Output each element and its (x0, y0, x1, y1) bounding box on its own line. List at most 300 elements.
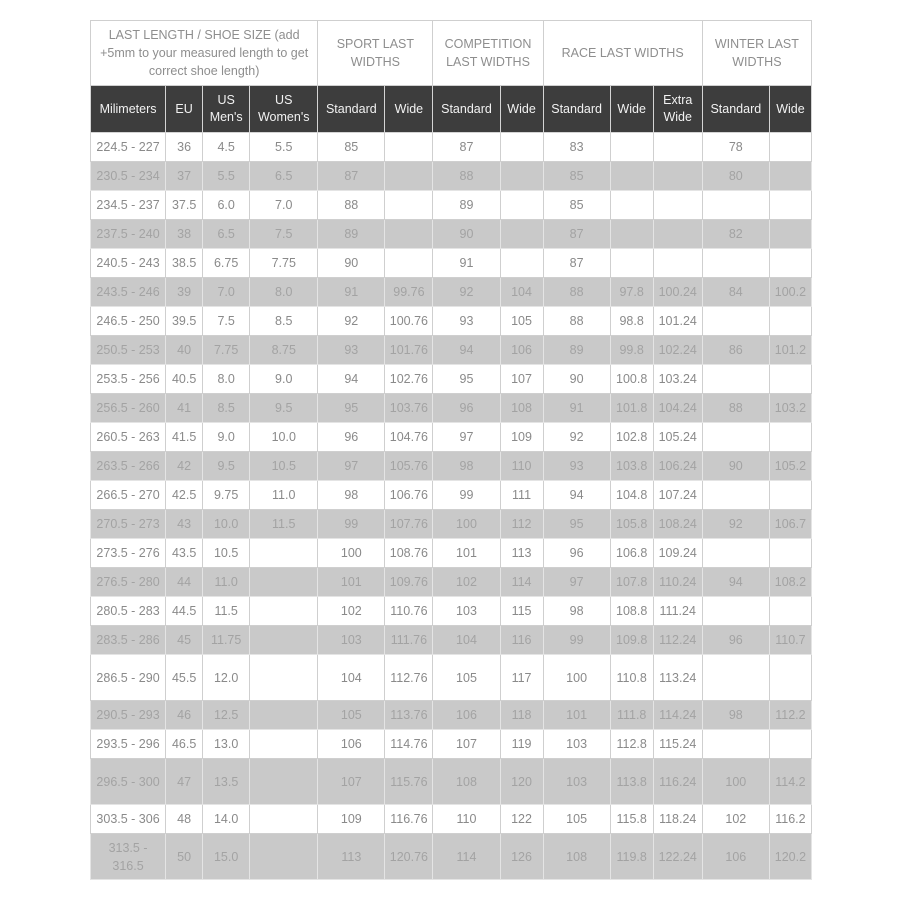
cell-sport-standard: 95 (318, 394, 385, 423)
cell-us-mens: 9.75 (203, 481, 250, 510)
cell-us-womens: 5.5 (250, 133, 318, 162)
cell-sport-wide: 102.76 (385, 365, 433, 394)
cell-competition-wide: 104 (500, 278, 543, 307)
cell-us-womens: 7.0 (250, 191, 318, 220)
cell-winter-wide (769, 133, 811, 162)
cell-winter-standard: 92 (702, 510, 769, 539)
cell-sport-wide: 99.76 (385, 278, 433, 307)
cell-race-extra-wide: 112.24 (653, 626, 702, 655)
cell-us-mens: 8.5 (203, 394, 250, 423)
cell-sport-wide: 110.76 (385, 597, 433, 626)
cell-us-mens: 6.75 (203, 249, 250, 278)
cell-competition-standard: 105 (433, 655, 500, 701)
cell-race-standard: 89 (543, 336, 610, 365)
cell-us-womens: 7.75 (250, 249, 318, 278)
cell-sport-standard: 102 (318, 597, 385, 626)
cell-race-extra-wide: 122.24 (653, 834, 702, 880)
cell-winter-standard (702, 249, 769, 278)
cell-race-wide: 108.8 (610, 597, 653, 626)
cell-race-standard: 95 (543, 510, 610, 539)
cell-eu: 38 (166, 220, 203, 249)
cell-winter-standard (702, 191, 769, 220)
cell-sport-wide: 114.76 (385, 730, 433, 759)
cell-winter-wide (769, 423, 811, 452)
race-wide-header: Wide (610, 86, 653, 133)
cell-us-womens: 8.5 (250, 307, 318, 336)
cell-us-womens (250, 626, 318, 655)
cell-competition-standard: 91 (433, 249, 500, 278)
cell-sport-standard: 97 (318, 452, 385, 481)
cell-competition-standard: 100 (433, 510, 500, 539)
cell-us-womens: 11.5 (250, 510, 318, 539)
sport-standard-header: Standard (318, 86, 385, 133)
cell-winter-standard: 106 (702, 834, 769, 880)
cell-race-wide: 107.8 (610, 568, 653, 597)
cell-competition-wide: 119 (500, 730, 543, 759)
cell-competition-wide: 116 (500, 626, 543, 655)
cell-competition-standard: 92 (433, 278, 500, 307)
cell-sport-wide: 105.76 (385, 452, 433, 481)
cell-sport-standard: 93 (318, 336, 385, 365)
cell-competition-wide: 111 (500, 481, 543, 510)
winter-standard-header: Standard (702, 86, 769, 133)
milimeters-header: Milimeters (91, 86, 166, 133)
cell-us-mens: 12.5 (203, 701, 250, 730)
table-row (91, 162, 812, 191)
cell-winter-standard: 98 (702, 701, 769, 730)
cell-winter-wide (769, 191, 811, 220)
cell-race-extra-wide: 111.24 (653, 597, 702, 626)
cell-sport-wide: 106.76 (385, 481, 433, 510)
cell-us-womens (250, 759, 318, 805)
cell-race-extra-wide (653, 162, 702, 191)
cell-winter-wide (769, 307, 811, 336)
cell-race-standard: 92 (543, 423, 610, 452)
cell-us-womens: 11.0 (250, 481, 318, 510)
cell-eu: 45.5 (166, 655, 203, 701)
cell-sport-wide: 120.76 (385, 834, 433, 880)
cell-race-extra-wide: 108.24 (653, 510, 702, 539)
cell-race-wide (610, 191, 653, 220)
cell-us-mens: 7.5 (203, 307, 250, 336)
cell-winter-standard (702, 365, 769, 394)
cell-winter-wide: 114.2 (769, 759, 811, 805)
cell-competition-wide: 114 (500, 568, 543, 597)
cell-us-womens (250, 805, 318, 834)
cell-milimeters: 246.5 - 250 (91, 307, 166, 336)
cell-race-standard: 87 (543, 220, 610, 249)
cell-eu: 44 (166, 568, 203, 597)
cell-milimeters: 234.5 - 237 (91, 191, 166, 220)
cell-eu: 42.5 (166, 481, 203, 510)
cell-race-extra-wide: 116.24 (653, 759, 702, 805)
cell-winter-standard: 78 (702, 133, 769, 162)
cell-competition-standard: 87 (433, 133, 500, 162)
cell-winter-wide (769, 162, 811, 191)
cell-us-mens: 15.0 (203, 834, 250, 880)
cell-sport-standard: 98 (318, 481, 385, 510)
cell-eu: 43 (166, 510, 203, 539)
table-row (91, 365, 812, 394)
cell-race-extra-wide: 106.24 (653, 452, 702, 481)
cell-race-standard: 90 (543, 365, 610, 394)
cell-race-wide: 98.8 (610, 307, 653, 336)
cell-competition-standard: 104 (433, 626, 500, 655)
cell-milimeters: 250.5 - 253 (91, 336, 166, 365)
cell-sport-wide: 113.76 (385, 701, 433, 730)
cell-competition-standard: 110 (433, 805, 500, 834)
cell-sport-standard: 104 (318, 655, 385, 701)
cell-us-womens: 8.75 (250, 336, 318, 365)
cell-sport-standard: 88 (318, 191, 385, 220)
cell-competition-standard: 108 (433, 759, 500, 805)
cell-competition-wide: 115 (500, 597, 543, 626)
cell-race-wide: 101.8 (610, 394, 653, 423)
cell-race-wide: 119.8 (610, 834, 653, 880)
cell-us-mens: 6.0 (203, 191, 250, 220)
cell-race-wide: 105.8 (610, 510, 653, 539)
cell-competition-wide (500, 249, 543, 278)
cell-milimeters: 286.5 - 290 (91, 655, 166, 701)
cell-us-mens: 5.5 (203, 162, 250, 191)
cell-race-wide (610, 133, 653, 162)
cell-us-mens: 9.5 (203, 452, 250, 481)
cell-sport-standard: 85 (318, 133, 385, 162)
cell-us-mens: 9.0 (203, 423, 250, 452)
cell-race-wide: 109.8 (610, 626, 653, 655)
cell-us-mens: 10.5 (203, 539, 250, 568)
cell-competition-standard: 101 (433, 539, 500, 568)
cell-us-womens (250, 834, 318, 880)
cell-competition-wide: 126 (500, 834, 543, 880)
cell-competition-standard: 89 (433, 191, 500, 220)
cell-sport-standard: 100 (318, 539, 385, 568)
cell-milimeters: 273.5 - 276 (91, 539, 166, 568)
cell-sport-wide: 108.76 (385, 539, 433, 568)
cell-milimeters: 263.5 - 266 (91, 452, 166, 481)
cell-milimeters: 260.5 - 263 (91, 423, 166, 452)
table-row (91, 307, 812, 336)
cell-competition-standard: 95 (433, 365, 500, 394)
cell-sport-standard: 92 (318, 307, 385, 336)
cell-race-extra-wide: 100.24 (653, 278, 702, 307)
cell-sport-standard: 91 (318, 278, 385, 307)
cell-winter-standard: 84 (702, 278, 769, 307)
cell-race-wide: 111.8 (610, 701, 653, 730)
cell-winter-wide (769, 655, 811, 701)
cell-us-mens: 12.0 (203, 655, 250, 701)
cell-race-standard: 94 (543, 481, 610, 510)
cell-winter-wide: 120.2 (769, 834, 811, 880)
cell-winter-standard (702, 655, 769, 701)
cell-race-extra-wide: 105.24 (653, 423, 702, 452)
cell-winter-standard (702, 730, 769, 759)
cell-sport-wide (385, 162, 433, 191)
cell-sport-standard: 109 (318, 805, 385, 834)
cell-winter-wide (769, 539, 811, 568)
cell-competition-standard: 96 (433, 394, 500, 423)
cell-race-standard: 85 (543, 191, 610, 220)
table-row (91, 278, 812, 307)
cell-eu: 41 (166, 394, 203, 423)
cell-race-extra-wide (653, 220, 702, 249)
us-womens-header: US Women's (250, 86, 318, 133)
cell-winter-standard: 90 (702, 452, 769, 481)
group-competition-header: COMPETITION LAST WIDTHS (433, 21, 543, 86)
table-row (91, 452, 812, 481)
cell-sport-wide: 111.76 (385, 626, 433, 655)
cell-competition-wide: 107 (500, 365, 543, 394)
cell-us-mens: 11.75 (203, 626, 250, 655)
cell-milimeters: 290.5 - 293 (91, 701, 166, 730)
cell-eu: 50 (166, 834, 203, 880)
cell-sport-wide (385, 191, 433, 220)
competition-wide-header: Wide (500, 86, 543, 133)
cell-race-extra-wide: 113.24 (653, 655, 702, 701)
cell-competition-wide: 106 (500, 336, 543, 365)
cell-winter-wide (769, 597, 811, 626)
cell-competition-wide: 108 (500, 394, 543, 423)
group-sport-header: SPORT LAST WIDTHS (318, 21, 433, 86)
cell-us-womens: 7.5 (250, 220, 318, 249)
cell-competition-standard: 98 (433, 452, 500, 481)
cell-race-wide (610, 249, 653, 278)
cell-us-womens (250, 655, 318, 701)
competition-standard-header: Standard (433, 86, 500, 133)
cell-race-standard: 108 (543, 834, 610, 880)
cell-race-extra-wide: 110.24 (653, 568, 702, 597)
cell-race-extra-wide: 107.24 (653, 481, 702, 510)
cell-competition-wide (500, 191, 543, 220)
cell-race-standard: 96 (543, 539, 610, 568)
size-table (90, 20, 812, 880)
cell-sport-wide: 100.76 (385, 307, 433, 336)
cell-winter-standard (702, 597, 769, 626)
cell-competition-standard: 88 (433, 162, 500, 191)
cell-competition-standard: 106 (433, 701, 500, 730)
cell-competition-standard: 103 (433, 597, 500, 626)
cell-competition-wide: 105 (500, 307, 543, 336)
cell-sport-standard: 96 (318, 423, 385, 452)
cell-us-mens: 11.5 (203, 597, 250, 626)
table-row (91, 655, 812, 701)
cell-race-extra-wide: 114.24 (653, 701, 702, 730)
cell-race-standard: 83 (543, 133, 610, 162)
cell-competition-wide (500, 220, 543, 249)
cell-race-standard: 103 (543, 759, 610, 805)
cell-race-standard: 101 (543, 701, 610, 730)
cell-eu: 40 (166, 336, 203, 365)
table-row (91, 191, 812, 220)
cell-milimeters: 230.5 - 234 (91, 162, 166, 191)
cell-winter-standard: 100 (702, 759, 769, 805)
cell-competition-wide: 112 (500, 510, 543, 539)
cell-eu: 46 (166, 701, 203, 730)
cell-race-standard: 87 (543, 249, 610, 278)
cell-race-extra-wide (653, 191, 702, 220)
cell-race-wide: 112.8 (610, 730, 653, 759)
cell-sport-standard: 106 (318, 730, 385, 759)
cell-us-mens: 7.0 (203, 278, 250, 307)
cell-eu: 40.5 (166, 365, 203, 394)
cell-winter-standard: 102 (702, 805, 769, 834)
cell-race-standard: 88 (543, 307, 610, 336)
cell-winter-standard (702, 481, 769, 510)
cell-winter-standard: 82 (702, 220, 769, 249)
cell-sport-standard: 107 (318, 759, 385, 805)
cell-us-womens (250, 539, 318, 568)
cell-competition-standard: 97 (433, 423, 500, 452)
cell-winter-wide: 108.2 (769, 568, 811, 597)
cell-winter-wide: 100.2 (769, 278, 811, 307)
cell-competition-wide (500, 162, 543, 191)
table-row (91, 336, 812, 365)
cell-milimeters: 240.5 - 243 (91, 249, 166, 278)
cell-eu: 39 (166, 278, 203, 307)
cell-race-wide (610, 162, 653, 191)
cell-race-wide: 104.8 (610, 481, 653, 510)
race-standard-header: Standard (543, 86, 610, 133)
cell-winter-wide (769, 249, 811, 278)
cell-race-wide: 110.8 (610, 655, 653, 701)
cell-us-mens: 7.75 (203, 336, 250, 365)
cell-race-standard: 100 (543, 655, 610, 701)
cell-us-womens (250, 568, 318, 597)
cell-sport-wide (385, 133, 433, 162)
table-row (91, 539, 812, 568)
cell-milimeters: 253.5 - 256 (91, 365, 166, 394)
cell-winter-standard: 96 (702, 626, 769, 655)
cell-sport-standard: 99 (318, 510, 385, 539)
cell-race-wide: 100.8 (610, 365, 653, 394)
cell-competition-standard: 102 (433, 568, 500, 597)
column-header-row (91, 86, 812, 133)
cell-race-wide: 115.8 (610, 805, 653, 834)
cell-eu: 41.5 (166, 423, 203, 452)
cell-eu: 37 (166, 162, 203, 191)
table-row (91, 701, 812, 730)
cell-competition-wide: 122 (500, 805, 543, 834)
cell-competition-wide: 117 (500, 655, 543, 701)
cell-competition-wide: 113 (500, 539, 543, 568)
cell-sport-wide: 116.76 (385, 805, 433, 834)
cell-race-standard: 105 (543, 805, 610, 834)
table-row (91, 133, 812, 162)
cell-eu: 42 (166, 452, 203, 481)
cell-winter-standard (702, 539, 769, 568)
cell-competition-standard: 114 (433, 834, 500, 880)
cell-sport-wide: 109.76 (385, 568, 433, 597)
cell-race-standard: 91 (543, 394, 610, 423)
cell-winter-standard (702, 307, 769, 336)
cell-race-wide (610, 220, 653, 249)
cell-sport-standard: 105 (318, 701, 385, 730)
cell-us-mens: 10.0 (203, 510, 250, 539)
cell-us-mens: 13.0 (203, 730, 250, 759)
table-row (91, 394, 812, 423)
cell-race-standard: 88 (543, 278, 610, 307)
cell-sport-standard: 87 (318, 162, 385, 191)
table-body (91, 133, 812, 880)
cell-us-womens: 8.0 (250, 278, 318, 307)
cell-race-extra-wide: 102.24 (653, 336, 702, 365)
cell-sport-wide: 103.76 (385, 394, 433, 423)
group-last-length-header: LAST LENGTH / SHOE SIZE (add +5mm to your measured length to get correct shoe length) (91, 21, 318, 86)
cell-winter-wide (769, 730, 811, 759)
cell-race-standard: 98 (543, 597, 610, 626)
table-row (91, 805, 812, 834)
cell-eu: 45 (166, 626, 203, 655)
cell-eu: 38.5 (166, 249, 203, 278)
cell-race-extra-wide (653, 249, 702, 278)
cell-sport-wide: 101.76 (385, 336, 433, 365)
cell-winter-wide: 112.2 (769, 701, 811, 730)
sport-wide-header: Wide (385, 86, 433, 133)
cell-sport-standard: 103 (318, 626, 385, 655)
cell-eu: 36 (166, 133, 203, 162)
cell-sport-standard: 94 (318, 365, 385, 394)
cell-winter-standard: 86 (702, 336, 769, 365)
cell-race-standard: 103 (543, 730, 610, 759)
cell-eu: 37.5 (166, 191, 203, 220)
cell-us-womens: 9.5 (250, 394, 318, 423)
cell-winter-wide: 106.7 (769, 510, 811, 539)
cell-winter-wide (769, 220, 811, 249)
cell-winter-standard: 88 (702, 394, 769, 423)
cell-us-womens: 9.0 (250, 365, 318, 394)
cell-winter-wide: 101.2 (769, 336, 811, 365)
cell-sport-standard: 89 (318, 220, 385, 249)
cell-race-wide: 106.8 (610, 539, 653, 568)
cell-us-womens (250, 701, 318, 730)
cell-race-standard: 93 (543, 452, 610, 481)
cell-winter-wide: 103.2 (769, 394, 811, 423)
cell-us-womens: 10.5 (250, 452, 318, 481)
cell-milimeters: 280.5 - 283 (91, 597, 166, 626)
cell-winter-wide: 110.7 (769, 626, 811, 655)
table-row (91, 510, 812, 539)
cell-milimeters: 296.5 - 300 (91, 759, 166, 805)
cell-race-extra-wide: 104.24 (653, 394, 702, 423)
cell-winter-standard (702, 423, 769, 452)
cell-sport-wide: 115.76 (385, 759, 433, 805)
table-row (91, 759, 812, 805)
cell-us-mens: 14.0 (203, 805, 250, 834)
cell-winter-standard: 80 (702, 162, 769, 191)
cell-race-standard: 99 (543, 626, 610, 655)
cell-sport-standard: 90 (318, 249, 385, 278)
cell-competition-wide (500, 133, 543, 162)
cell-sport-wide (385, 249, 433, 278)
cell-race-extra-wide: 115.24 (653, 730, 702, 759)
cell-race-wide: 102.8 (610, 423, 653, 452)
cell-race-standard: 85 (543, 162, 610, 191)
race-extra-wide-header: Extra Wide (653, 86, 702, 133)
winter-wide-header: Wide (769, 86, 811, 133)
group-header-row (91, 21, 812, 86)
cell-us-womens (250, 597, 318, 626)
table-row (91, 568, 812, 597)
cell-milimeters: 283.5 - 286 (91, 626, 166, 655)
cell-sport-wide (385, 220, 433, 249)
cell-eu: 47 (166, 759, 203, 805)
cell-milimeters: 313.5 - 316.5 (91, 834, 166, 880)
cell-us-womens: 10.0 (250, 423, 318, 452)
table-row (91, 626, 812, 655)
cell-competition-standard: 90 (433, 220, 500, 249)
cell-race-extra-wide (653, 133, 702, 162)
cell-milimeters: 243.5 - 246 (91, 278, 166, 307)
